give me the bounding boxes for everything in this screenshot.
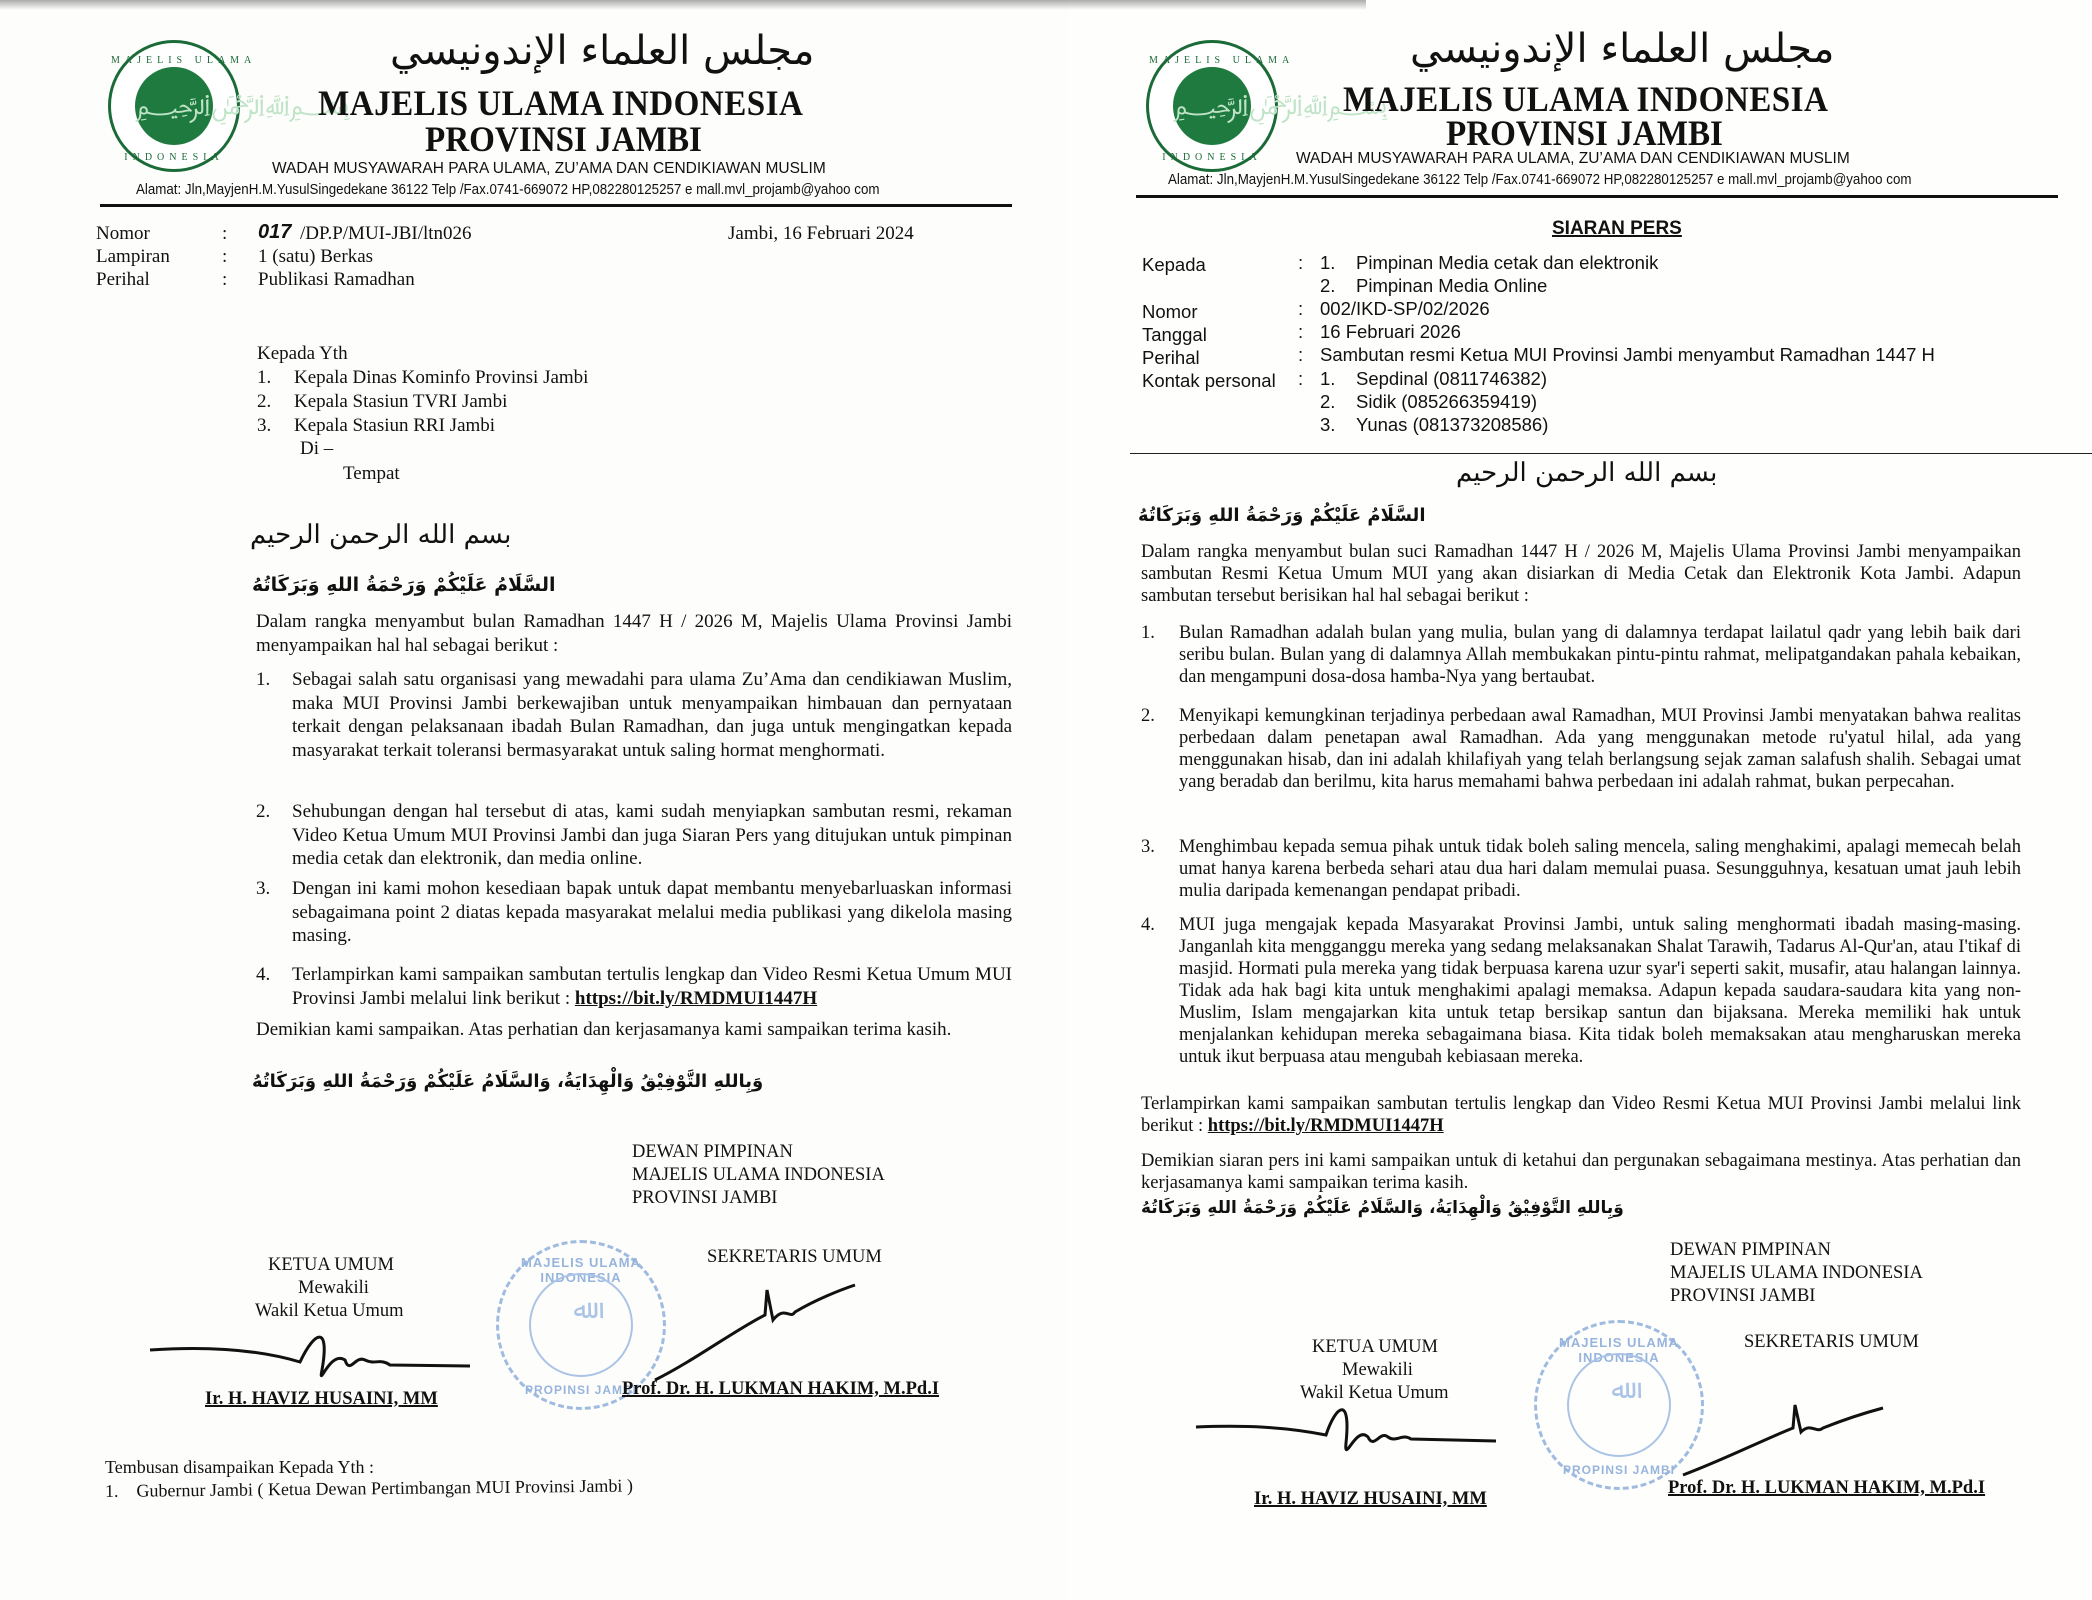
bismillah-text: بسم الله الرحمن الرحيم xyxy=(1456,458,1718,488)
meta-sep: : xyxy=(222,223,228,244)
meta-value-perihal: Sambutan resmi Ketua MUI Provinsi Jambi menyambut Ramadhan 1447 H xyxy=(1320,344,1935,365)
org-province: PROVINSI JAMBI xyxy=(1446,113,1723,153)
point-item xyxy=(256,877,1012,948)
point-number: 2. xyxy=(256,801,271,822)
meta-value-perihal: Publikasi Ramadhan xyxy=(258,269,415,290)
attachment-paragraph xyxy=(1141,1093,2021,1137)
council-line: MAJELIS ULAMA INDONESIA xyxy=(632,1165,885,1185)
contact-item: Sepdinal (0811746382) xyxy=(1356,368,1547,389)
section-divider xyxy=(1130,453,2092,454)
council-line: DEWAN PIMPINAN xyxy=(1670,1240,1831,1260)
scan-edge-shadow xyxy=(1066,0,1366,10)
bismillah xyxy=(1456,458,1717,488)
meta-value-tanggal: 16 Februari 2026 xyxy=(1320,321,1461,342)
signature-left-icon xyxy=(1196,1395,1516,1475)
signer-left-sub1: Mewakili xyxy=(298,1278,369,1298)
mui-logo-icon xyxy=(1146,40,1388,172)
stamp-top-text: MAJELIS ULAMA INDONESIA xyxy=(521,1255,641,1285)
signature-left-icon xyxy=(150,1320,470,1400)
org-address: Alamat: Jln,MayjenH.M.YusulSingedekane 36122 Telp /Fax.0741-669072 HP,082280125257 e mall.mvl_projamb@yahoo com xyxy=(136,182,880,198)
point-item xyxy=(1141,836,2021,902)
point-item xyxy=(1141,705,2021,793)
meta-value-nomor: /DP.P/MUI-JBI/ltn026 xyxy=(300,223,472,244)
org-province: PROVINSI JAMBI xyxy=(425,119,702,159)
signer-left-sub1: Mewakili xyxy=(1342,1360,1413,1380)
signer-right-name: Prof. Dr. H. LUKMAN HAKIM, M.Pd.I xyxy=(1668,1478,1986,1498)
logo-calligraphy: ﷽ xyxy=(135,88,350,121)
logo-ring-bottom-text: INDONESIA xyxy=(1162,152,1262,163)
point-text: Sehubungan dengan hal tersebut di atas, kami sudah menyiapkan sambutan resmi, rekaman Video Ketua Umum MUI Provinsi Jambi dan juga Siaran Pers yang ditujukan untuk pimpinan media cetak dan elektronik, dan media online. xyxy=(292,801,1012,869)
bismillah-text: بسم الله الرحمن الرحيم xyxy=(250,520,512,550)
signer-left-sub2: Wakil Ketua Umum xyxy=(1300,1383,1449,1403)
signature-right-icon xyxy=(1683,1400,1883,1480)
signer-left-title: KETUA UMUM xyxy=(1312,1337,1438,1357)
contact-number: 2. xyxy=(1320,391,1336,412)
salam-opening: السَّلَامُ عَلَيْكُمْ وَرَحْمَةُ اللهِ وَبَرَكَاتُهُ xyxy=(252,574,556,596)
council-line: PROVINSI JAMBI xyxy=(632,1188,778,1208)
letter-date: Jambi, 16 Februari 2024 xyxy=(728,223,914,244)
point-item xyxy=(1141,622,2021,688)
point-text: Sebagai salah satu organisasi yang mewadahi para ulama Zu’Ama dan cendikiawan Muslim, maka MUI Provinsi Jambi berkewajiban untuk menyampaikan himbauan dan pernyataan terkait dengan pelaksanaan ibadah Bulan Ramadhan, dan juga untuk mengingatkan kepada masyarakat terkait toleransi bermasyarakat untuk saling hormat menghormati. xyxy=(292,669,1012,761)
point-text-body: Terlampirkan kami sampaikan sambutan tertulis lengkap dan Video Resmi Ketua Umum MUI Provinsi Jambi melalui link berikut : xyxy=(292,964,1012,1009)
meta-sep: : xyxy=(1298,321,1304,342)
stamp-top-text: MAJELIS ULAMA INDONESIA xyxy=(1559,1335,1679,1365)
stamp-bottom-text: PROPINSI JAMBI xyxy=(1562,1463,1675,1477)
kepada-number: 2. xyxy=(1320,275,1336,296)
point-number: 4. xyxy=(1141,915,1155,935)
salam-closing: وَبِاللهِ التَّوْفِيْقُ وَالْهِدَايَةُ، وَالسَّلَامُ عَلَيْكُمْ وَرَحْمَةُ اللهِ وَبَرَكَاتُهُ xyxy=(1141,1198,1624,1218)
intro-paragraph: Dalam rangka menyambut bulan suci Ramadhan 1447 H / 2026 M, Majelis Ulama Provinsi Jambi menyampaikan sambutan Resmi Ketua Umum MUI yang akan disiarkan di Media Cetak dan Elektronik Kota Jambi. Adapun sambutan tersebut berisikan hal hal sebagai berikut : xyxy=(1141,542,2021,606)
cc-number: 1. xyxy=(104,1480,119,1501)
signer-right-name: Prof. Dr. H. LUKMAN HAKIM, M.Pd.I xyxy=(622,1379,940,1399)
press-release-siaran-pers xyxy=(1066,0,2092,1600)
recipient-num: 1. xyxy=(257,367,272,388)
point-number: 3. xyxy=(1141,837,1155,857)
meta-label-kepada: Kepada xyxy=(1142,254,1206,275)
press-release-title: SIARAN PERS xyxy=(1552,218,1682,239)
meta-sep: : xyxy=(1298,298,1304,319)
point-number: 4. xyxy=(256,964,271,985)
meta-label-perihal: Perihal xyxy=(1142,347,1200,368)
recipient-item: Kepala Stasiun TVRI Jambi xyxy=(294,391,508,412)
stamp-calligraphy: ﷲ xyxy=(573,1295,589,1325)
bismillah xyxy=(250,520,511,550)
logo-calligraphy: ﷽ xyxy=(1173,88,1388,121)
cc-text: Gubernur Jambi ( Ketua Dewan Pertimbangan MUI Provinsi Jambi ) xyxy=(136,1475,633,1501)
org-tagline: WADAH MUSYAWARAH PARA ULAMA, ZU’AMA DAN CENDIKIAWAN MUSLIM xyxy=(1296,150,1850,167)
point-item xyxy=(256,800,1012,871)
signer-left-name: Ir. H. HAVIZ HUSAINI, MM xyxy=(1254,1489,1487,1509)
letterhead-rule xyxy=(1136,195,2058,198)
signer-right-title: SEKRETARIS UMUM xyxy=(1744,1332,1919,1352)
point-number: 1. xyxy=(1141,623,1155,643)
meta-label-lampiran: Lampiran xyxy=(96,246,170,267)
meta-label-perihal: Perihal xyxy=(96,269,150,290)
logo-emblem xyxy=(1173,67,1388,145)
point-text: MUI juga mengajak kepada Masyarakat Provinsi Jambi, untuk saling menghormati ibadah masing-masing. Janganlah kita mengganggu mereka yang sedang melaksanakan Shalat Tarawih, Tadarus Al-Qur'an, atau I'tikaf di masjid. Hormati pula mereka yang tidak berpuasa karena uzur syar'i seperti sakit, musafir, atau halangan lainnya. Tidak ada hak bagi kita untuk menghakimi apalagi memaksa. Adapun kepada saudara-saudara kita yang non-Muslim, Islam mengajarkan kita untuk tetap bersikap santun dan bijaksana. Mereka memiliki hak untuk menjalankan kehidupan mereka sebagaimana biasa. Kita tidak boleh memaksakan atau mengharuskan mereka untuk ikut berpuasa atau mengubah kebiasaan mereka. xyxy=(1179,915,2021,1067)
letterhead-rule xyxy=(100,204,1012,207)
point-item xyxy=(256,963,1012,1010)
salam-closing: وَبِاللهِ التَّوْفِيْقُ وَالْهِدَايَةُ، وَالسَّلَامُ عَلَيْكُمْ وَرَحْمَةُ اللهِ وَبَرَكَاتُهُ xyxy=(252,1071,764,1092)
meta-label-nomor: Nomor xyxy=(96,223,150,244)
meta-sep: : xyxy=(1298,368,1304,389)
handwritten-number: 017 xyxy=(258,221,292,243)
contact-number: 1. xyxy=(1320,368,1336,389)
signer-left-sub2: Wakil Ketua Umum xyxy=(255,1301,404,1321)
cc-item xyxy=(105,1473,633,1503)
recipient-heading: Kepada Yth xyxy=(257,343,348,364)
logo-ring-top-text: MAJELIS ULAMA xyxy=(1149,55,1295,66)
recipient-di: Di – xyxy=(300,438,334,459)
logo-ring-bottom-text: INDONESIA xyxy=(124,152,224,163)
meta-sep: : xyxy=(1298,344,1304,365)
signer-left-title: KETUA UMUM xyxy=(268,1255,394,1275)
stamp-bottom-text: PROPINSI JAMBI xyxy=(524,1383,637,1397)
signature-right-icon xyxy=(655,1270,855,1390)
signer-right-title: SEKRETARIS UMUM xyxy=(707,1247,882,1267)
official-stamp-icon xyxy=(1534,1320,1704,1490)
closing-paragraph: Demikian siaran pers ini kami sampaikan untuk di ketahui dan pergunakan sebagaimana mestinya. Atas perhatian dan kerjasamanya kami sampaikan terima kasih. xyxy=(1141,1151,2021,1193)
signer-left-name: Ir. H. HAVIZ HUSAINI, MM xyxy=(205,1389,438,1409)
point-text xyxy=(292,963,1012,1010)
attachment-link[interactable]: https://bit.ly/RMDMUI1447H xyxy=(574,987,818,1009)
arabic-org-title: مجلس العلماء الإندونيسي xyxy=(1410,26,1835,72)
contact-number: 3. xyxy=(1320,414,1336,435)
mui-logo-icon xyxy=(108,40,350,172)
meta-label-tanggal: Tanggal xyxy=(1142,324,1207,345)
point-text: Dengan ini kami mohon kesediaan bapak untuk dapat membantu menyebarluaskan informasi sebagaimana point 2 diatas kepada masyarakat melalui media publikasi yang dikelola masing masing. xyxy=(292,878,1012,946)
meta-value-lampiran: 1 (satu) Berkas xyxy=(258,246,374,267)
stamp-inner-ring xyxy=(1567,1353,1671,1457)
recipient-num: 3. xyxy=(257,415,272,436)
point-item xyxy=(1141,914,2021,1068)
kepada-item: Pimpinan Media Online xyxy=(1356,275,1548,296)
kepada-number: 1. xyxy=(1320,252,1336,273)
point-number: 3. xyxy=(256,878,271,899)
point-number: 1. xyxy=(256,669,271,690)
attachment-text: Terlampirkan kami sampaikan sambutan tertulis lengkap dan Video Resmi Ketua MUI Provinsi Jambi melalui link berikut : xyxy=(1141,1094,2021,1136)
point-text: Menyikapi kemungkinan terjadinya perbedaan awal Ramadhan, MUI Provinsi Jambi menyatakan bahwa realitas perbedaan dalam penetapan awal Ramadhan. Ada yang menggunakan metode ru'yatul hilal, ada yang menggunakan hisab, dan ini adalah khilafiyah yang telah berlangsung sejak zaman salafush shalih. Sebagai umat yang beradab dan berilmu, kita harus memahami bahwa perbedaan ini adalah rahmat, bukan perpecahan. xyxy=(1179,706,2021,792)
stamp-calligraphy: ﷲ xyxy=(1611,1375,1627,1405)
council-line: MAJELIS ULAMA INDONESIA xyxy=(1670,1263,1923,1283)
point-text: Bulan Ramadhan adalah bulan yang mulia, bulan yang di dalamnya terdapat lailatul qadr yang lebih baik dari seribu bulan. Bulan yang di dalamnya Allah membukakan pintu-pintu rahmat, melipatgandakan pahala kebaikan, dan mengampuni dosa-dosa hamba-Nya yang bertaubat. xyxy=(1179,623,2021,687)
meta-label-kontak: Kontak personal xyxy=(1142,370,1276,391)
recipient-tempat: Tempat xyxy=(343,463,400,484)
stamp-inner-ring xyxy=(529,1273,633,1377)
point-item xyxy=(256,668,1012,762)
meta-sep: : xyxy=(222,269,228,290)
logo-ring-top-text: MAJELIS ULAMA xyxy=(111,55,257,66)
intro-paragraph: Dalam rangka menyambut bulan Ramadhan 1447 H / 2026 M, Majelis Ulama Provinsi Jambi menyampaikan hal hal sebagai berikut : xyxy=(256,611,1012,656)
meta-label-nomor: Nomor xyxy=(1142,301,1198,322)
scan-edge-shadow xyxy=(0,0,1066,10)
contact-item: Yunas (081373208586) xyxy=(1356,414,1549,435)
org-name: MAJELIS ULAMA INDONESIA xyxy=(318,83,804,123)
logo-emblem xyxy=(135,67,350,145)
council-line: DEWAN PIMPINAN xyxy=(632,1142,793,1162)
contact-item: Sidik (085266359419) xyxy=(1356,391,1538,412)
arabic-org-title: مجلس العلماء الإندونيسي xyxy=(390,28,815,74)
point-number: 2. xyxy=(1141,706,1155,726)
recipient-num: 2. xyxy=(257,391,272,412)
meta-sep: : xyxy=(1298,252,1304,273)
recipient-item: Kepala Dinas Kominfo Provinsi Jambi xyxy=(294,367,589,388)
closing-paragraph: Demikian kami sampaikan. Atas perhatian dan kerjasamanya kami sampaikan terima kasih. xyxy=(256,1019,952,1040)
kepada-item: Pimpinan Media cetak dan elektronik xyxy=(1356,252,1659,273)
recipient-item: Kepala Stasiun RRI Jambi xyxy=(294,415,496,436)
salam-opening: السَّلَامُ عَلَيْكُمْ وَرَحْمَةُ اللهِ وَبَرَكَاتُهُ xyxy=(1138,505,1426,526)
point-text: Menghimbau kepada semua pihak untuk tidak boleh saling mencela, saling menghakimi, apalagi memecah belah umat hanya karena berbeda sehari atau dua hari dalam memulai puasa. Sesungguhnya, kesatuan umat jauh lebih mulia daripada kemenangan pendapat pribadi. xyxy=(1179,837,2021,901)
org-tagline: WADAH MUSYAWARAH PARA ULAMA, ZU’AMA DAN CENDIKIAWAN MUSLIM xyxy=(272,160,826,177)
cc-heading: Tembusan disampaikan Kepada Yth : xyxy=(105,1457,374,1477)
meta-sep: : xyxy=(222,246,228,267)
attachment-link[interactable]: https://bit.ly/RMDMUI1447H xyxy=(1207,1116,1444,1136)
meta-value-nomor: 002/IKD-SP/02/2026 xyxy=(1320,298,1490,319)
org-address: Alamat: Jln,MayjenH.M.YusulSingedekane 36122 Telp /Fax.0741-669072 HP,082280125257 e mall.mvl_projamb@yahoo com xyxy=(1168,172,1912,188)
org-name: MAJELIS ULAMA INDONESIA xyxy=(1343,79,1829,119)
council-line: PROVINSI JAMBI xyxy=(1670,1286,1816,1306)
